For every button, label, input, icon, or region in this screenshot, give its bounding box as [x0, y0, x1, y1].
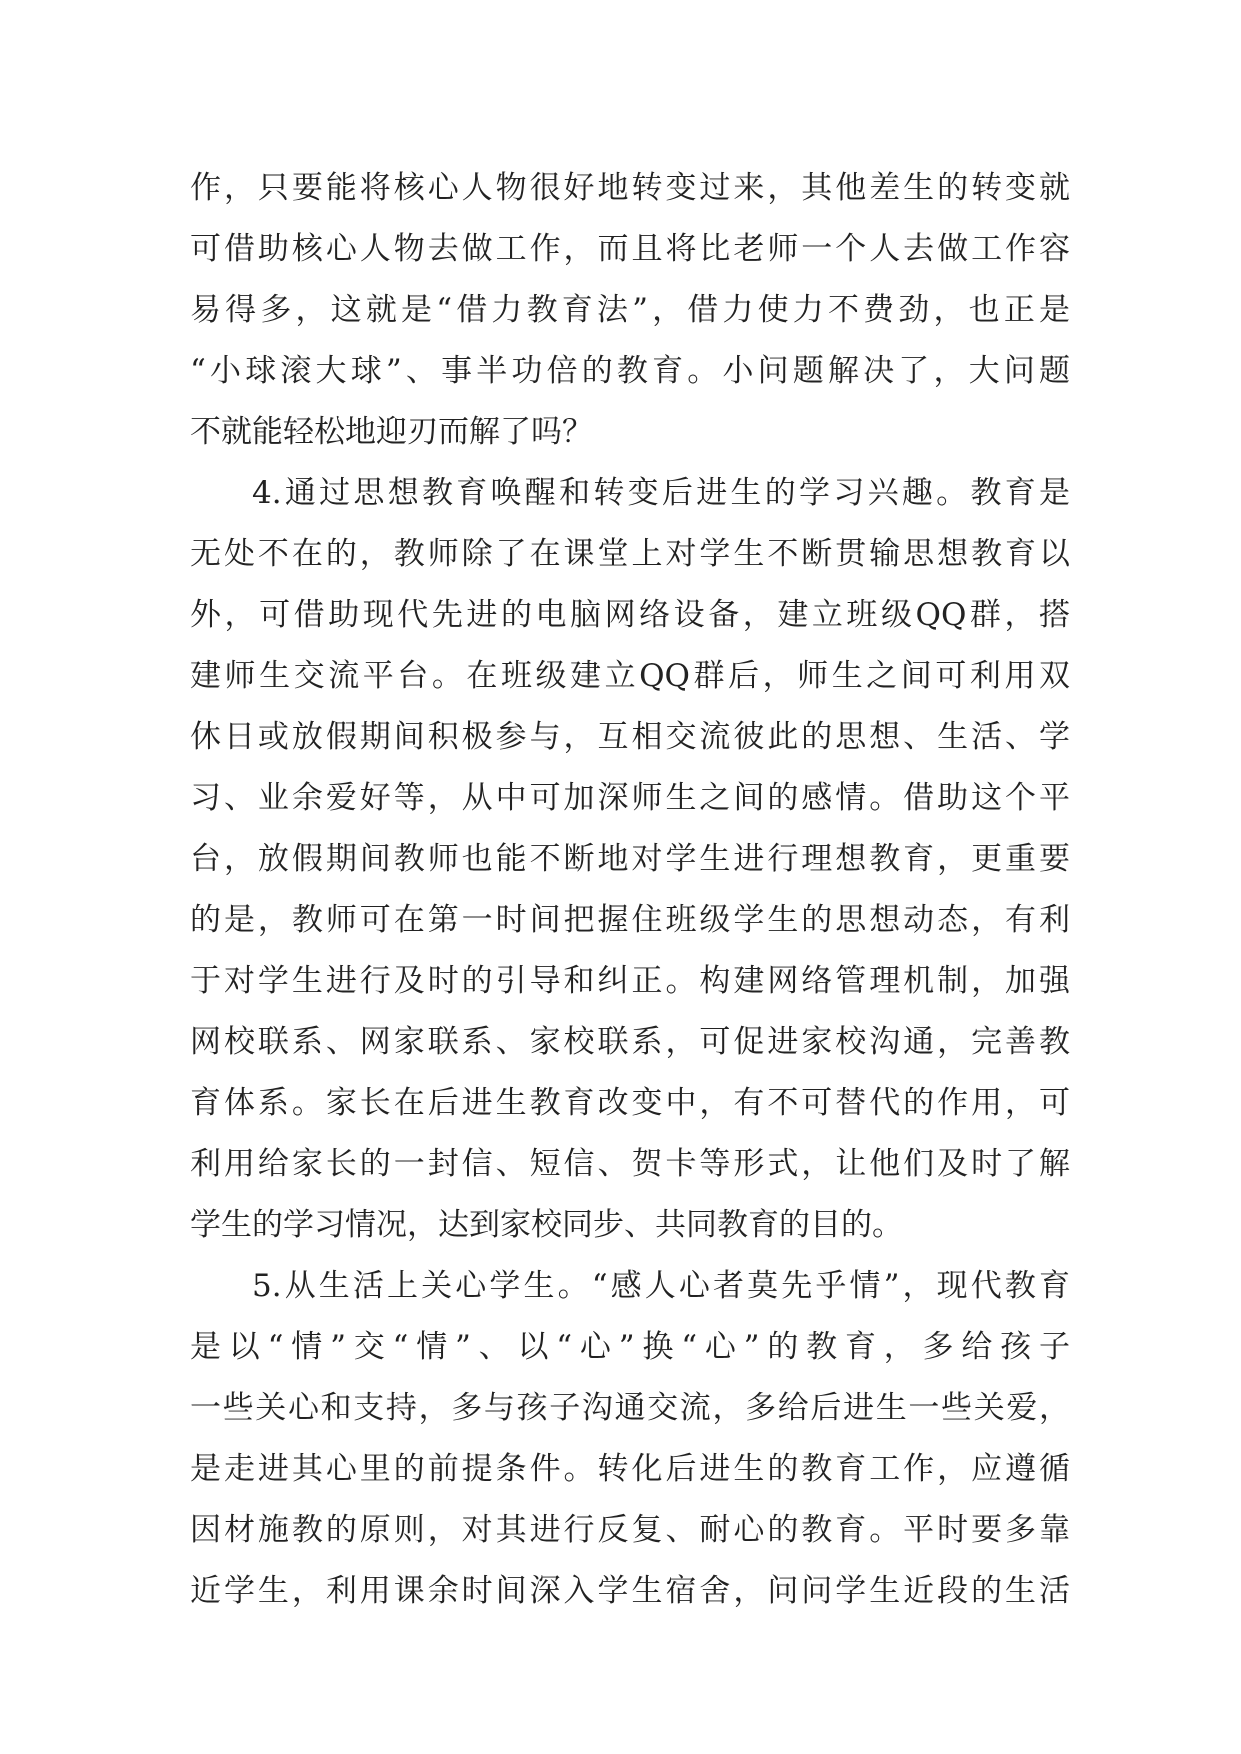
- text-line: 的是，教师可在第一时间把握住班级学生的思想动态，有利: [190, 902, 1070, 938]
- paragraph-5-start: 5.从生活上关心学生。“感人心者莫先乎情”，现代教育: [252, 1268, 1070, 1304]
- text-line: 网校联系、网家联系、家校联系，可促进家校沟通，完善教: [190, 1024, 1070, 1060]
- text-line: 可借助核心人物去做工作，而且将比老师一个人去做工作容: [190, 231, 1070, 267]
- text-line: 于对学生进行及时的引导和纠正。构建网络管理机制，加强: [190, 963, 1070, 999]
- text-line: 因材施教的原则，对其进行反复、耐心的教育。平时要多靠: [190, 1512, 1070, 1548]
- text-line: 建师生交流平台。在班级建立QQ群后，师生之间可利用双: [190, 658, 1070, 694]
- text-line: 台，放假期间教师也能不断地对学生进行理想教育，更重要: [190, 841, 1070, 877]
- text-line: 是以“情”交“情”、以“心”换“心”的教育，多给孩子: [190, 1329, 1070, 1365]
- text-line: 外，可借助现代先进的电脑网络设备，建立班级QQ群，搭: [190, 597, 1070, 633]
- text-line: 学生的学习情况，达到家校同步、共同教育的目的。: [190, 1207, 903, 1243]
- text-line: 无处不在的，教师除了在课堂上对学生不断贯输思想教育以: [190, 536, 1070, 572]
- text-line: 近学生，利用课余时间深入学生宿舍，问问学生近段的生活: [190, 1573, 1070, 1609]
- text-line: 育体系。家长在后进生教育改变中，有不可替代的作用，可: [190, 1085, 1070, 1121]
- text-line: 是走进其心里的前提条件。转化后进生的教育工作，应遵循: [190, 1451, 1070, 1487]
- text-line: 利用给家长的一封信、短信、贺卡等形式，让他们及时了解: [190, 1146, 1070, 1182]
- text-line: 休日或放假期间积极参与，互相交流彼此的思想、生活、学: [190, 719, 1070, 755]
- text-line: 习、业余爱好等，从中可加深师生之间的感情。借助这个平: [190, 780, 1070, 816]
- text-line: 不就能轻松地迎刃而解了吗？: [190, 414, 593, 450]
- text-line: 一些关心和支持，多与孩子沟通交流，多给后进生一些关爱，: [190, 1390, 1070, 1426]
- text-line: 作，只要能将核心人物很好地转变过来，其他差生的转变就: [190, 170, 1070, 206]
- text-line: “小球滚大球”、事半功倍的教育。小问题解决了，大问题: [190, 353, 1070, 389]
- body-text: [190, 158, 1070, 1622]
- paragraph-4-start: 4.通过思想教育唤醒和转变后进生的学习兴趣。教育是: [252, 475, 1070, 511]
- text-line: 易得多，这就是“借力教育法”，借力使力不费劲，也正是: [190, 292, 1070, 328]
